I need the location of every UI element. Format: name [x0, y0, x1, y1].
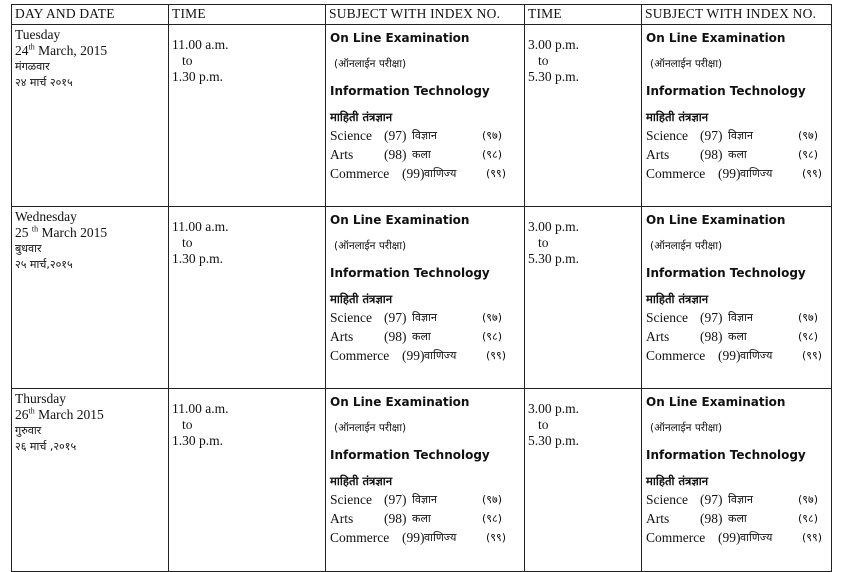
time-to: to [182, 235, 193, 250]
exam-timetable [11, 4, 832, 572]
day-name-marathi: गुरुवार [15, 424, 42, 437]
subject-cell-afternoon [642, 207, 832, 389]
time-cell-morning [169, 207, 326, 389]
time-end: 1.30 p.m. [172, 251, 224, 266]
date-english: 25 $^{th}$ March 2015 [15, 224, 108, 240]
header-time-morning: TIME [169, 5, 326, 25]
subject-cell-afternoon [642, 25, 832, 207]
online-exam-label: On Line Examination [330, 213, 470, 227]
stream-row-science: Science (97) विज्ञान (९७) [330, 492, 503, 507]
time-start: 3.00 p.m. [528, 37, 580, 52]
online-exam-label-marathi: (ऑनलाईन परीक्षा) [334, 58, 407, 70]
stream-row-science: Science (97) विज्ञान (९७) [646, 492, 819, 507]
time-start: 11.00 a.m. [172, 37, 229, 52]
date-marathi: २४ मार्च २०१५ [15, 76, 73, 89]
online-exam-label-marathi: (ऑनलाईन परीक्षा) [650, 58, 723, 70]
time-start: 11.00 a.m. [172, 401, 229, 416]
day-date-cell [12, 25, 169, 207]
online-exam-label: On Line Examination [646, 31, 786, 45]
subject-cell-morning [326, 389, 525, 572]
online-exam-label: On Line Examination [330, 31, 470, 45]
stream-row-science: Science (97) विज्ञान (९७) [330, 310, 503, 325]
time-cell-morning [169, 389, 326, 572]
online-exam-label: On Line Examination [646, 395, 786, 409]
online-exam-label: On Line Examination [330, 395, 470, 409]
stream-row-arts: Arts (98) कला (९८) [646, 511, 819, 526]
stream-row-arts: Arts (98) कला (९८) [646, 329, 819, 344]
time-start: 3.00 p.m. [528, 219, 580, 234]
time-start: 11.00 a.m. [172, 219, 229, 234]
it-subject-label: Information Technology [646, 84, 806, 98]
day-date-cell [12, 389, 169, 572]
stream-row-arts: Arts (98) कला (९८) [646, 147, 819, 162]
subject-cell-morning [326, 25, 525, 207]
time-cell-afternoon [525, 25, 642, 207]
day-row [12, 207, 832, 389]
day-name: Tuesday [15, 27, 61, 42]
it-subject-label-marathi: माहिती तंत्रज्ञान [330, 474, 393, 488]
stream-row-commerce: Commerce (99) वाणिज्य (९९) [646, 530, 823, 545]
header-time-afternoon: TIME [525, 5, 642, 25]
date-marathi: २६ मार्च ,२०१५ [15, 440, 77, 453]
time-to: to [538, 235, 549, 250]
stream-row-arts: Arts (98) कला (९८) [330, 329, 503, 344]
date-english: 26th March 2015 [15, 406, 104, 422]
it-subject-label-marathi: माहिती तंत्रज्ञान [646, 292, 709, 306]
it-subject-label-marathi: माहिती तंत्रज्ञान [330, 292, 393, 306]
it-subject-label: Information Technology [646, 448, 806, 462]
header-subject-afternoon: SUBJECT WITH INDEX NO. [642, 5, 832, 25]
day-date-cell [12, 207, 169, 389]
online-exam-label-marathi: (ऑनलाईन परीक्षा) [650, 240, 723, 252]
online-exam-label-marathi: (ऑनलाईन परीक्षा) [334, 422, 407, 434]
stream-row-arts: Arts (98) कला (९८) [330, 147, 503, 162]
time-end: 1.30 p.m. [172, 69, 224, 84]
time-end: 5.30 p.m. [528, 69, 580, 84]
time-to: to [182, 53, 193, 68]
time-to: to [182, 417, 193, 432]
it-subject-label: Information Technology [646, 266, 806, 280]
day-name-marathi: मंगळवार [15, 60, 50, 73]
stream-row-science: Science (97) विज्ञान (९७) [646, 128, 819, 143]
time-to: to [538, 417, 549, 432]
stream-row-commerce: Commerce (99) वाणिज्य (९९) [330, 166, 507, 181]
day-row [12, 389, 832, 572]
time-cell-afternoon [525, 389, 642, 572]
stream-row-science: Science (97) विज्ञान (९७) [646, 310, 819, 325]
subject-cell-morning [326, 207, 525, 389]
stream-row-commerce: Commerce (99) वाणिज्य (९९) [330, 530, 507, 545]
day-name-marathi: बुधवार [15, 242, 42, 255]
stream-row-science: Science (97) विज्ञान (९७) [330, 128, 503, 143]
day-name: Thursday [15, 391, 66, 406]
stream-row-commerce: Commerce (99) वाणिज्य (९९) [646, 348, 823, 363]
header-row [12, 5, 832, 25]
it-subject-label-marathi: माहिती तंत्रज्ञान [646, 110, 709, 124]
online-exam-label: On Line Examination [646, 213, 786, 227]
time-end: 1.30 p.m. [172, 433, 224, 448]
time-to: to [538, 53, 549, 68]
time-end: 5.30 p.m. [528, 433, 580, 448]
date-marathi: २५ मार्च,२०१५ [15, 258, 73, 271]
day-row [12, 25, 832, 207]
time-cell-afternoon [525, 207, 642, 389]
header-subject-morning: SUBJECT WITH INDEX NO. [326, 5, 525, 25]
date-english: 24th March, 2015 [15, 42, 108, 58]
time-start: 3.00 p.m. [528, 401, 580, 416]
header-day-and-date: DAY AND DATE [12, 5, 169, 25]
stream-row-commerce: Commerce (99) वाणिज्य (९९) [330, 348, 507, 363]
it-subject-label: Information Technology [330, 448, 490, 462]
time-end: 5.30 p.m. [528, 251, 580, 266]
subject-cell-afternoon [642, 389, 832, 572]
online-exam-label-marathi: (ऑनलाईन परीक्षा) [334, 240, 407, 252]
it-subject-label: Information Technology [330, 84, 490, 98]
online-exam-label-marathi: (ऑनलाईन परीक्षा) [650, 422, 723, 434]
day-name: Wednesday [15, 209, 77, 224]
stream-row-arts: Arts (98) कला (९८) [330, 511, 503, 526]
time-cell-morning [169, 25, 326, 207]
it-subject-label-marathi: माहिती तंत्रज्ञान [646, 474, 709, 488]
it-subject-label-marathi: माहिती तंत्रज्ञान [330, 110, 393, 124]
it-subject-label: Information Technology [330, 266, 490, 280]
stream-row-commerce: Commerce (99) वाणिज्य (९९) [646, 166, 823, 181]
